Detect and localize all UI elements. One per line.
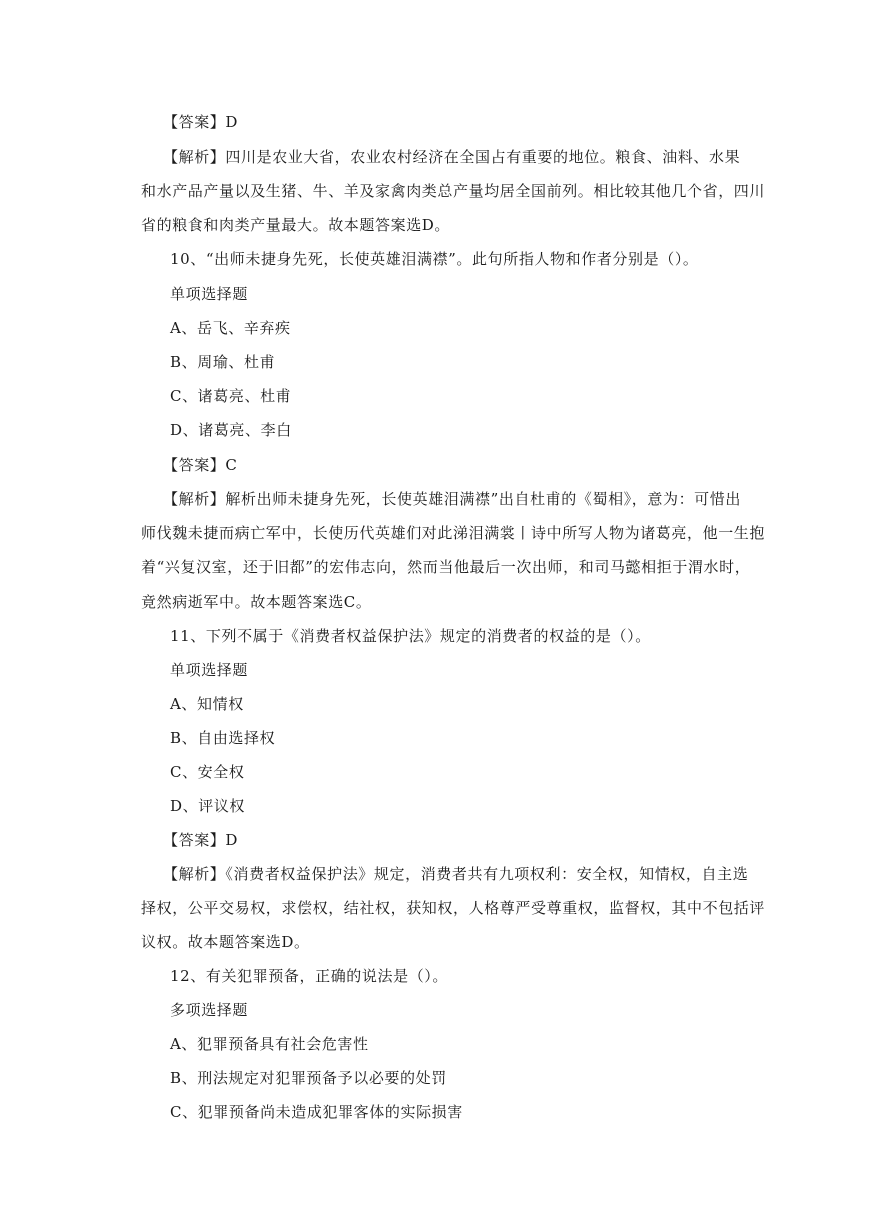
q11-analysis-line-3: 议权。故本题答案选D。 (141, 933, 310, 951)
q11-option-c: C、安全权 (170, 763, 245, 781)
q10-option-c: C、诸葛亮、杜甫 (170, 387, 292, 405)
q10-stem: 10、“出师未捷身先死，长使英雄泪满襟”。此句所指人物和作者分别是（）。 (170, 250, 699, 268)
q9-analysis-line-1: 【解析】四川是农业大省，农业农村经济在全国占有重要的地位。粮食、油料、水果 (163, 148, 741, 166)
q11-stem: 11、下列不属于《消费者权益保护法》规定的消费者的权益的是（）。 (170, 627, 651, 645)
q12-option-c: C、犯罪预备尚未造成犯罪客体的实际损害 (170, 1103, 463, 1121)
q11-analysis-line-1: 【解析】《消费者权益保护法》规定，消费者共有九项权利：安全权，知情权，自主选 (163, 865, 749, 883)
q12-stem: 12、有关犯罪预备，正确的说法是（）。 (170, 967, 448, 985)
q11-option-d: D、评议权 (170, 797, 246, 815)
q12-option-b: B、刑法规定对犯罪预备予以必要的处罚 (170, 1069, 447, 1087)
q11-option-b: B、自由选择权 (170, 729, 276, 747)
q11-answer: 【答案】D (163, 831, 239, 849)
q12-option-a: A、犯罪预备具有社会危害性 (170, 1035, 369, 1053)
q10-analysis-line-2: 师伐魏未捷而病亡军中，长使历代英雄们对此涕泪满裳丨诗中所写人物为诸葛亮，他一生抱 (141, 524, 766, 542)
q11-option-a: A、知情权 (170, 695, 244, 713)
q10-analysis-line-4: 竟然病逝军中。故本题答案选C。 (141, 593, 372, 611)
q10-analysis-line-1: 【解析】解析出师未捷身先死，长使英雄泪满襟”出自杜甫的《蜀相》，意为：可惜出 (163, 490, 741, 508)
q10-option-d: D、诸葛亮、李白 (170, 421, 292, 439)
q11-type: 单项选择题 (170, 661, 249, 679)
q10-answer: 【答案】C (163, 456, 238, 474)
q10-type: 单项选择题 (170, 285, 249, 303)
q11-analysis-line-2: 择权，公平交易权，求偿权，结社权，获知权，人格尊严受尊重权，监督权，其中不包括评 (141, 899, 766, 917)
q12-type: 多项选择题 (170, 1001, 249, 1019)
q9-analysis-line-3: 省的粮食和肉类产量最大。故本题答案选D。 (141, 216, 451, 234)
q9-analysis-line-2: 和水产品产量以及生猪、牛、羊及家禽肉类总产量均居全国前列。相比较其他几个省，四川 (141, 182, 766, 200)
q10-option-a: A、岳飞、辛弃疾 (170, 319, 291, 337)
q9-answer: 【答案】D (163, 113, 239, 131)
q10-option-b: B、周瑜、杜甫 (170, 353, 276, 371)
q10-analysis-line-3: 着“兴复汉室，还于旧都”的宏伟志向，然而当他最后一次出师，和司马懿相拒于渭水时， (141, 558, 751, 576)
